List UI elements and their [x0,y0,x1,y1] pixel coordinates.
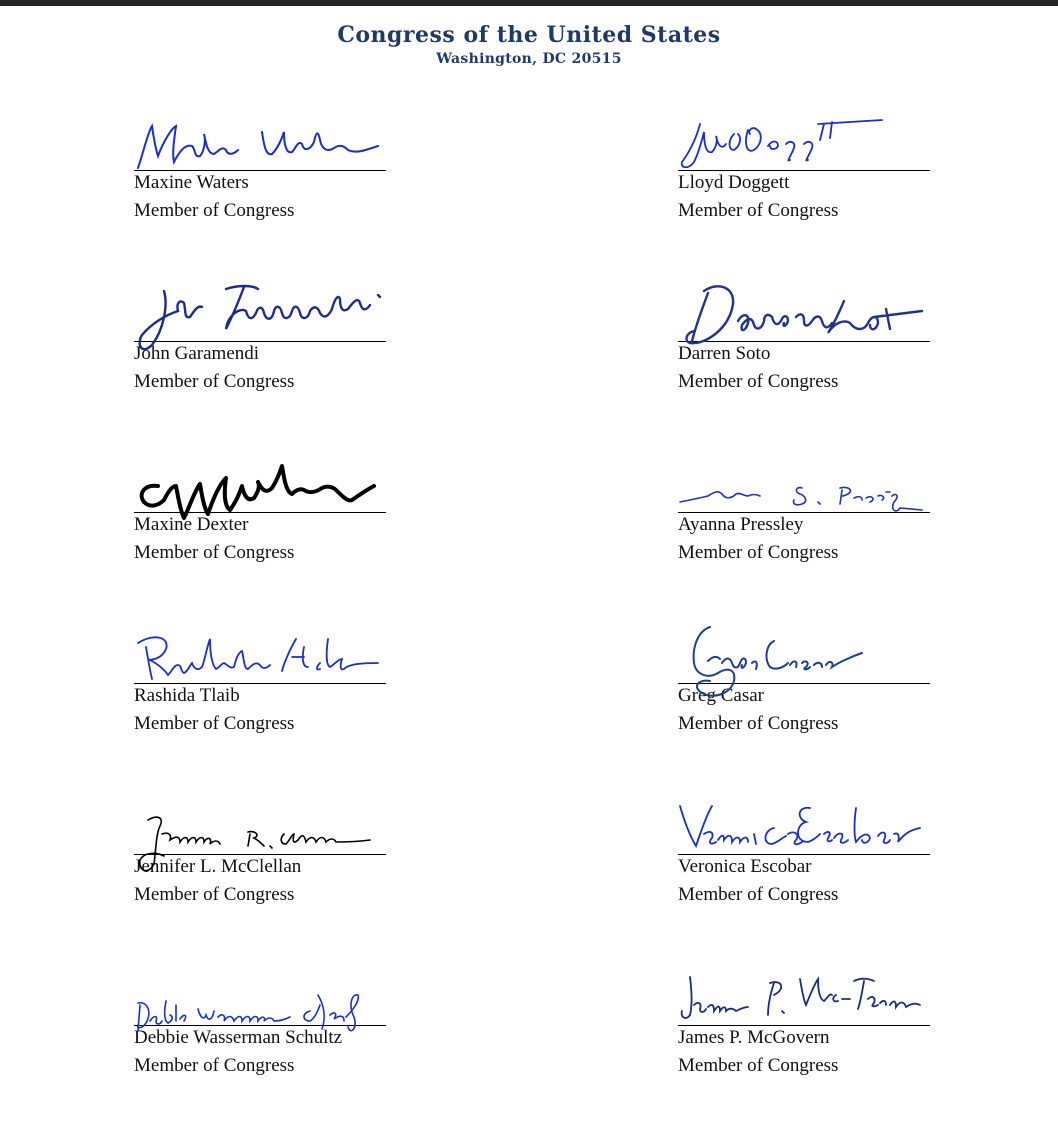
handwritten-signature [678,110,930,180]
handwritten-signature [134,281,386,351]
signatory-title: Member of Congress [678,884,839,905]
signatory-title: Member of Congress [134,713,295,734]
signature-line [678,955,930,1026]
signature-line [134,100,386,171]
signature-line [678,271,930,342]
signature-line [134,271,386,342]
signatory-name: James P. McGovern [678,1027,830,1048]
handwritten-signature [134,452,386,522]
letterhead-address: Washington, DC 20515 [436,51,622,67]
handwritten-signature [134,965,386,1035]
signatory-name: Darren Soto [678,343,771,364]
signatory-title: Member of Congress [134,371,295,392]
signature-line [134,955,386,1026]
signatory-title: Member of Congress [678,371,839,392]
signature-line [134,784,386,855]
handwritten-signature [678,452,930,522]
handwritten-signature [134,794,386,864]
signatory-title: Member of Congress [134,200,295,221]
signatory-name: John Garamendi [134,343,260,364]
signature-block [134,613,386,738]
signature-block [678,613,930,738]
signatory-name: Ayanna Pressley [678,514,804,535]
signatory-name: Veronica Escobar [678,856,812,877]
signature-line [134,613,386,684]
signatory-name: Jennifer L. McClellan [134,856,302,877]
signature-line [134,442,386,513]
signatory-title: Member of Congress [134,542,295,563]
letterhead-title: Congress of the United States [337,22,721,48]
signature-block [134,955,386,1080]
signatory-title: Member of Congress [678,713,839,734]
signatory-name: Lloyd Doggett [678,172,790,193]
signatory-name: Maxine Waters [134,172,249,193]
signature-line [678,784,930,855]
signatory-title: Member of Congress [134,1055,295,1076]
signature-line [678,442,930,513]
signature-block [678,784,930,909]
handwritten-signature [678,281,930,351]
handwritten-signature [678,623,930,693]
signature-line [678,613,930,684]
handwritten-signature [678,965,930,1035]
signature-block [134,271,386,396]
signatory-title: Member of Congress [678,542,839,563]
handwritten-signature [678,794,930,864]
signature-line [678,100,930,171]
signature-block [134,100,386,225]
signature-block [678,271,930,396]
signatory-name: Rashida Tlaib [134,685,240,706]
handwritten-signature [134,110,386,180]
handwritten-signature [134,623,386,693]
signature-block [134,442,386,567]
signature-block [134,784,386,909]
signatory-title: Member of Congress [678,200,839,221]
letterhead [0,20,1058,68]
signatory-name: Maxine Dexter [134,514,249,535]
signature-block [678,442,930,567]
signature-block [678,100,930,225]
signatory-name: Debbie Wasserman Schultz [134,1027,343,1048]
top-border [0,0,1058,6]
signatory-title: Member of Congress [678,1055,839,1076]
signatory-title: Member of Congress [134,884,295,905]
signature-block [678,955,930,1080]
signatory-name: Greg Casar [678,685,764,706]
